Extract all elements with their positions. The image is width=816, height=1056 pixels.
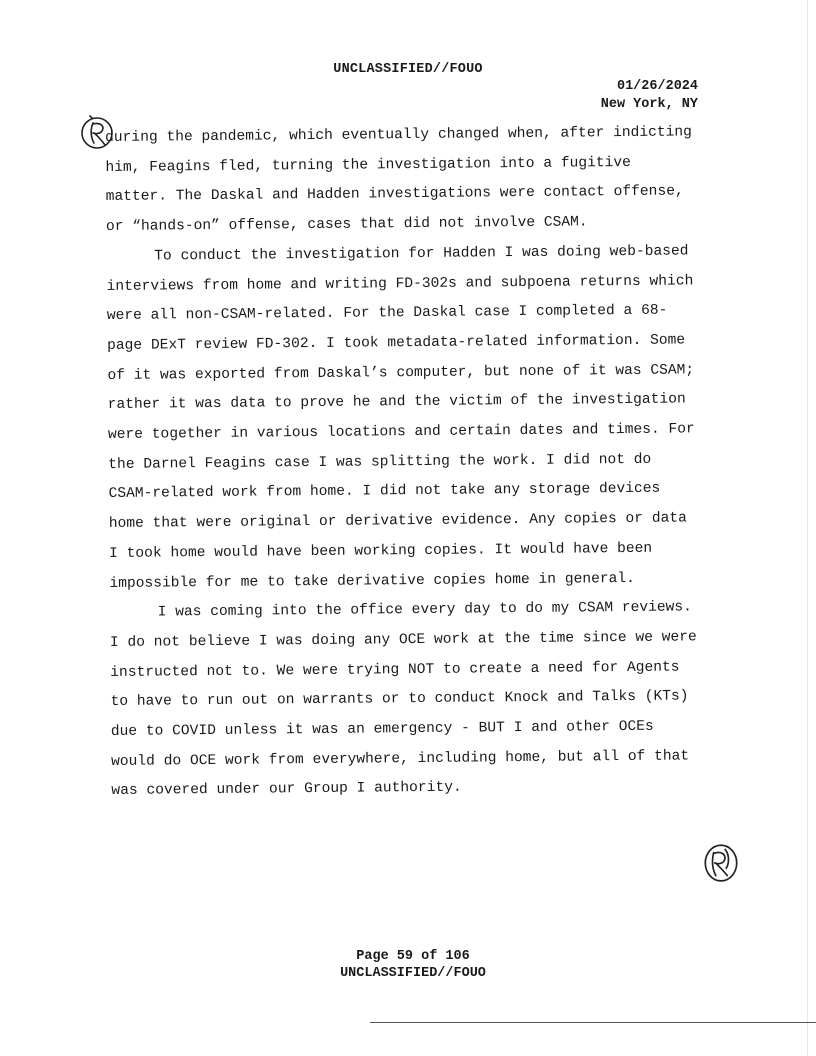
page-number: Page 59 of 106 xyxy=(356,949,470,964)
bottom-rule xyxy=(370,1022,816,1023)
footer-classification: UNCLASSIFIED//FOUO xyxy=(340,966,486,981)
paragraph-2: To conduct the investigation for Hadden I was doing web-based interviews from home and writing FD-302s and subpoena returns which were all non-CSAM-related. For the Daskal case I completed a 68-page DExT review FD-302. I took metadata-related information. Some of it was exported from Daskal’s computer, but none of it was CSAM; rather it was data to prove he and the victim of the investigation were together in various locations and certain dates and times. For the Darnel Feagins case I was splitting the work. I did not do CSAM-related work from home. I did not take any storage devices home that were original or derivative evidence. Any copies or data I took home would have been working copies. It would have been impossible for me to take derivative copies home in general. xyxy=(106,243,695,592)
header-classification: UNCLASSIFIED//FOUO xyxy=(333,62,483,77)
initials-icon xyxy=(700,840,742,884)
right-initials-mark xyxy=(700,840,742,884)
header-meta xyxy=(601,78,698,114)
header-location: New York, NY xyxy=(600,97,698,112)
paragraph-1: during the pandemic, which eventually changed when, after indicting him, Feagins fled, turning the investigation into a fugitive matter. The Daskal and Hadden investigations were contact offense, or “hands-on” offense, cases that did not involve CSAM. xyxy=(105,124,692,236)
page-edge-line xyxy=(807,0,808,1056)
body-text xyxy=(105,118,704,807)
header-date: 01/26/2024 xyxy=(616,79,698,94)
paragraph-3: I was coming into the office every day to do my CSAM reviews. I do not believe I was doing any OCE work at the time since we were instructed not to. We were trying NOT to create a need for Agents to have to run out on warrants or to conduct Knock and Talks (KTs) due to COVID unless it was an emergency - BUT I and other OCEs would do OCE work from everywhere, including home, but all of that was covered under our Group I authority. xyxy=(109,599,697,800)
footer xyxy=(0,948,816,982)
